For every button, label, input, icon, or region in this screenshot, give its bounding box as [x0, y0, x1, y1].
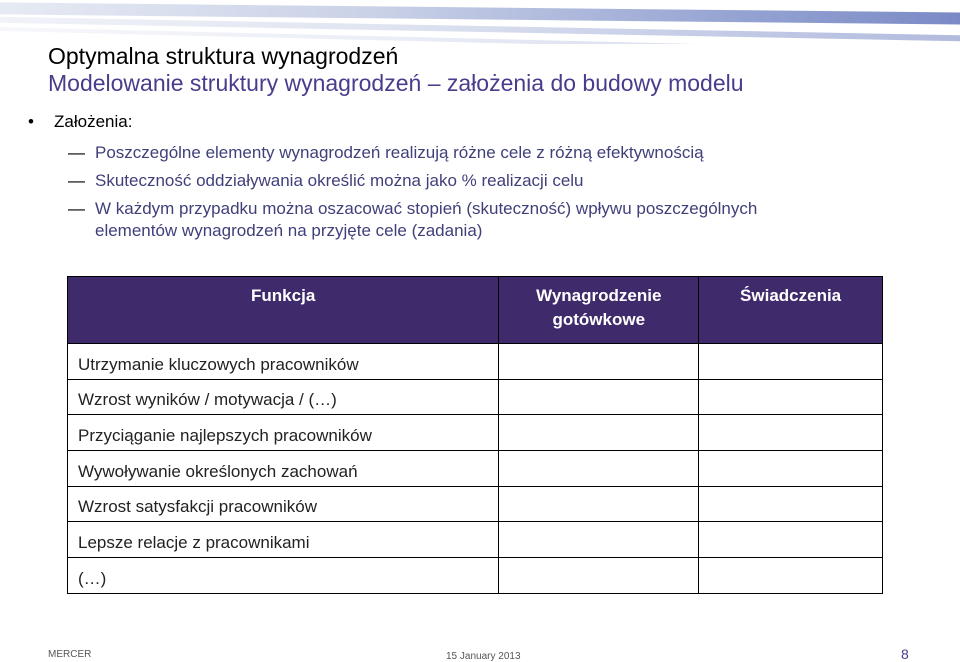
cash-cell: [499, 379, 699, 415]
function-cell: Przyciąganie najlepszych pracowników: [68, 415, 499, 451]
dash-marker: —: [68, 171, 85, 190]
header-cash-pay: [499, 277, 699, 344]
list-item-text-continued: elementów wynagrodzeń na przyjęte cele (zadania): [95, 221, 483, 240]
table-row: [68, 486, 883, 522]
decorative-top-band: [0, 0, 960, 44]
benefits-cell: [699, 451, 883, 487]
benefits-cell: [699, 558, 883, 594]
table-row: [68, 415, 883, 451]
function-cell: Utrzymanie kluczowych pracowników: [68, 344, 499, 380]
benefits-cell: [699, 344, 883, 380]
table-row: [68, 379, 883, 415]
dash-marker: —: [68, 143, 85, 162]
function-cell: Wzrost satysfakcji pracowników: [68, 486, 499, 522]
cash-cell: [499, 486, 699, 522]
cash-cell: [499, 344, 699, 380]
dash-marker: —: [68, 199, 85, 218]
table-header-row: [68, 277, 883, 344]
function-cell: (…): [68, 558, 499, 594]
function-cell: Lepsze relacje z pracownikami: [68, 522, 499, 558]
list-item: [68, 142, 898, 164]
table-row: [68, 344, 883, 380]
list-item-text: Skuteczność oddziaływania określić można jako % realizacji celu: [95, 171, 584, 190]
assumptions-list: [68, 142, 898, 242]
slide-title: Optymalna struktura wynagrodzeń: [48, 43, 399, 69]
cash-cell: [499, 451, 699, 487]
benefits-cell: [699, 522, 883, 558]
list-item-text: Poszczególne elementy wynagrodzeń realizują różne cele z różną efektywnością: [95, 143, 704, 162]
cash-cell: [499, 415, 699, 451]
benefits-cell: [699, 379, 883, 415]
bullet-marker: •: [28, 112, 34, 131]
benefits-cell: [699, 415, 883, 451]
list-item: [68, 170, 898, 192]
cash-cell: [499, 522, 699, 558]
page-number: 8: [901, 646, 909, 662]
assumptions-bullet: [28, 112, 132, 132]
function-matrix-table: [67, 276, 883, 594]
benefits-cell: [699, 486, 883, 522]
list-item: [68, 198, 898, 242]
cash-cell: [499, 558, 699, 594]
header-function: Funkcja: [68, 277, 499, 344]
header-cash-line1: Wynagrodzenie: [536, 286, 662, 305]
list-item-text: W każdym przypadku można oszacować stopień (skuteczność) wpływu poszczególnych: [95, 199, 758, 218]
table-row: [68, 558, 883, 594]
slide-subtitle: Modelowanie struktury wynagrodzeń – założenia do budowy modelu: [48, 70, 744, 96]
header-benefits: Świadczenia: [699, 277, 883, 344]
function-cell: Wywoływanie określonych zachowań: [68, 451, 499, 487]
header-cash-line2: gotówkowe: [552, 310, 646, 329]
table-row: [68, 451, 883, 487]
footer-date: 15 January 2013: [446, 651, 521, 662]
table-row: [68, 522, 883, 558]
assumptions-label: Założenia:: [54, 112, 133, 131]
function-cell: Wzrost wyników / motywacja / (…): [68, 379, 499, 415]
footer-company: MERCER: [48, 649, 92, 660]
